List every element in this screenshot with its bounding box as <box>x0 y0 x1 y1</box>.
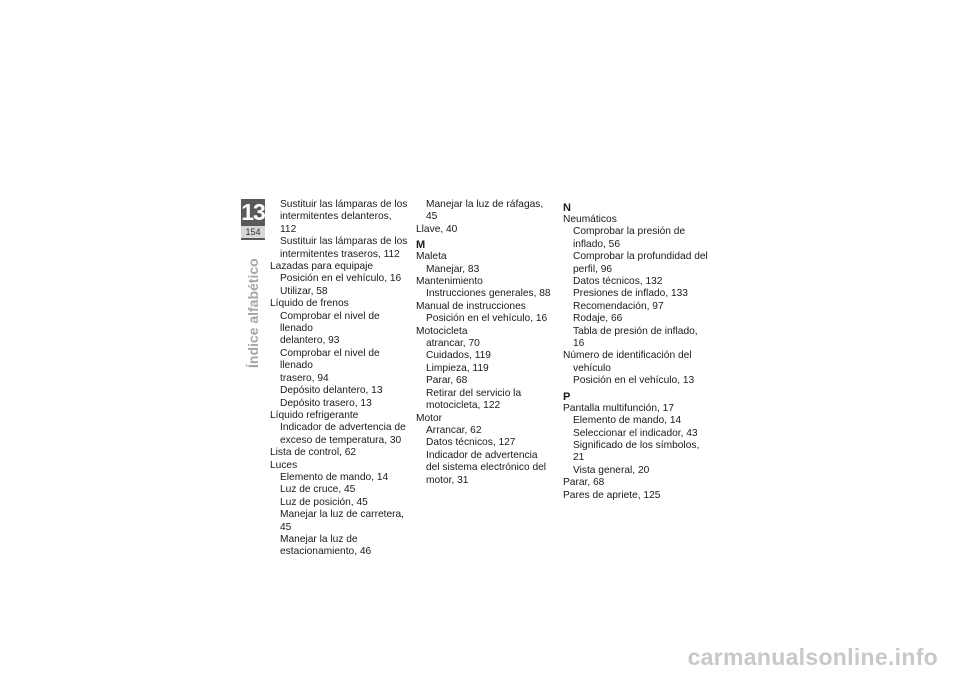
index-subentry: delantero, 93 <box>280 335 340 347</box>
index-subentry: Comprobar la profundidad del <box>573 251 708 263</box>
index-subentry: perfil, 96 <box>573 263 613 275</box>
chapter-marker <box>241 199 265 240</box>
index-subentry: Limpieza, 119 <box>426 362 489 374</box>
index-entry: Pantalla multifunción, 17 <box>563 402 674 414</box>
watermark: carmanualsonline.info <box>687 644 938 670</box>
index-subentry: atrancar, 70 <box>426 338 480 350</box>
index-subentry: Depósito trasero, 13 <box>280 397 372 409</box>
index-column-3 <box>563 199 708 502</box>
index-subentry: Datos técnicos, 132 <box>573 276 663 288</box>
chapter-number: 13 <box>241 199 265 225</box>
index-subentry: Parar, 68 <box>426 375 468 387</box>
index-subentry: Indicador de advertencia <box>426 449 538 461</box>
index-subentry: Luz de posición, 45 <box>280 496 368 508</box>
index-subentry: Cuidados, 119 <box>426 350 491 362</box>
index-entry: Líquido de frenos <box>270 298 349 310</box>
index-subentry: inflado, 56 <box>573 238 621 250</box>
index-subentry: Manejar la luz de carretera, 45 <box>280 509 405 533</box>
index-entry: Manual de instrucciones <box>416 300 526 312</box>
index-subentry: Sustituir las lámparas de los <box>280 199 408 210</box>
index-subentry: Seleccionar el indicador, 43 <box>573 427 698 439</box>
index-entry: Motocicleta <box>416 325 468 337</box>
index-subentry: Posición en el vehículo, 16 <box>426 313 548 325</box>
index-subentry: Vista general, 20 <box>573 464 650 476</box>
index-subentry: exceso de temperatura, 30 <box>280 434 402 446</box>
index-letter-heading: P <box>563 390 571 403</box>
index-column-1 <box>270 199 410 559</box>
index-subentry: Arrancar, 62 <box>426 424 482 436</box>
index-entry: Parar, 68 <box>563 477 605 489</box>
index-subentry: Manejar la luz de <box>280 533 358 545</box>
index-subentry: Posición en el vehículo, 16 <box>280 273 402 285</box>
index-subentry: Manejar, 83 <box>426 263 480 275</box>
index-subentry: Tabla de presión de inflado, 16 <box>573 325 698 350</box>
index-entry: Número de identificación del <box>563 350 692 362</box>
index-letter-heading: M <box>416 239 426 252</box>
index-subentry: Posición en el vehículo, 13 <box>573 375 695 387</box>
index-subentry: Elemento de mando, 14 <box>280 471 389 483</box>
index-entry: Líquido refrigerante <box>270 409 359 421</box>
index-subentry: intermitentes traseros, 112 <box>280 248 400 260</box>
index-subentry: Comprobar el nivel de llenado <box>280 310 380 335</box>
page-number: 154 <box>241 226 265 238</box>
index-entry: Motor <box>416 412 443 424</box>
index-subentry: Instrucciones generales, 88 <box>426 288 551 300</box>
index-subentry: Comprobar el nivel de llenado <box>280 347 380 372</box>
index-side-title: Índice alfabético <box>245 258 261 368</box>
index-subentry: intermitentes delanteros, 112 <box>280 211 392 235</box>
index-subentry: Indicador de advertencia de <box>280 422 406 434</box>
index-subentry: Rodaje, 66 <box>573 313 623 325</box>
index-subentry: Comprobar la presión de <box>573 226 686 238</box>
index-letter-heading: N <box>563 202 571 214</box>
index-subentry: Depósito delantero, 13 <box>280 385 383 397</box>
index-subentry: motocicleta, 122 <box>426 400 501 412</box>
index-entry: Maleta <box>416 251 447 263</box>
index-entry: Mantenimiento <box>416 276 483 288</box>
index-subentry: Recomendación, 97 <box>573 300 664 312</box>
index-subentry: Sustituir las lámparas de los <box>280 236 408 248</box>
index-subentry: Elemento de mando, 14 <box>573 415 682 427</box>
index-entry: Lista de control, 62 <box>270 447 357 459</box>
index-entry: Lazadas para equipaje <box>270 261 374 273</box>
index-subentry: Retirar del servicio la <box>426 387 522 399</box>
index-subentry: estacionamiento, 46 <box>280 546 372 558</box>
index-subentry: motor, 31 <box>426 474 469 486</box>
index-subentry: Luz de cruce, 45 <box>280 484 356 496</box>
index-subentry: Manejar la luz de ráfagas, 45 <box>426 199 544 223</box>
index-column-2 <box>416 199 556 487</box>
index-subentry: Datos técnicos, 127 <box>426 437 516 449</box>
index-subentry: Presiones de inflado, 133 <box>573 288 688 300</box>
index-entry: Neumáticos <box>563 214 617 225</box>
index-entry: Pares de apriete, 125 <box>563 489 661 501</box>
index-subentry: trasero, 94 <box>280 372 329 384</box>
index-subentry: vehículo <box>573 362 611 374</box>
index-entry: Llave, 40 <box>416 223 458 235</box>
index-entry: Luces <box>270 459 298 471</box>
index-subentry: Utilizar, 58 <box>280 285 328 297</box>
index-subentry: Significado de los símbolos, 21 <box>573 439 700 464</box>
index-subentry: del sistema electrónico del <box>426 462 547 474</box>
